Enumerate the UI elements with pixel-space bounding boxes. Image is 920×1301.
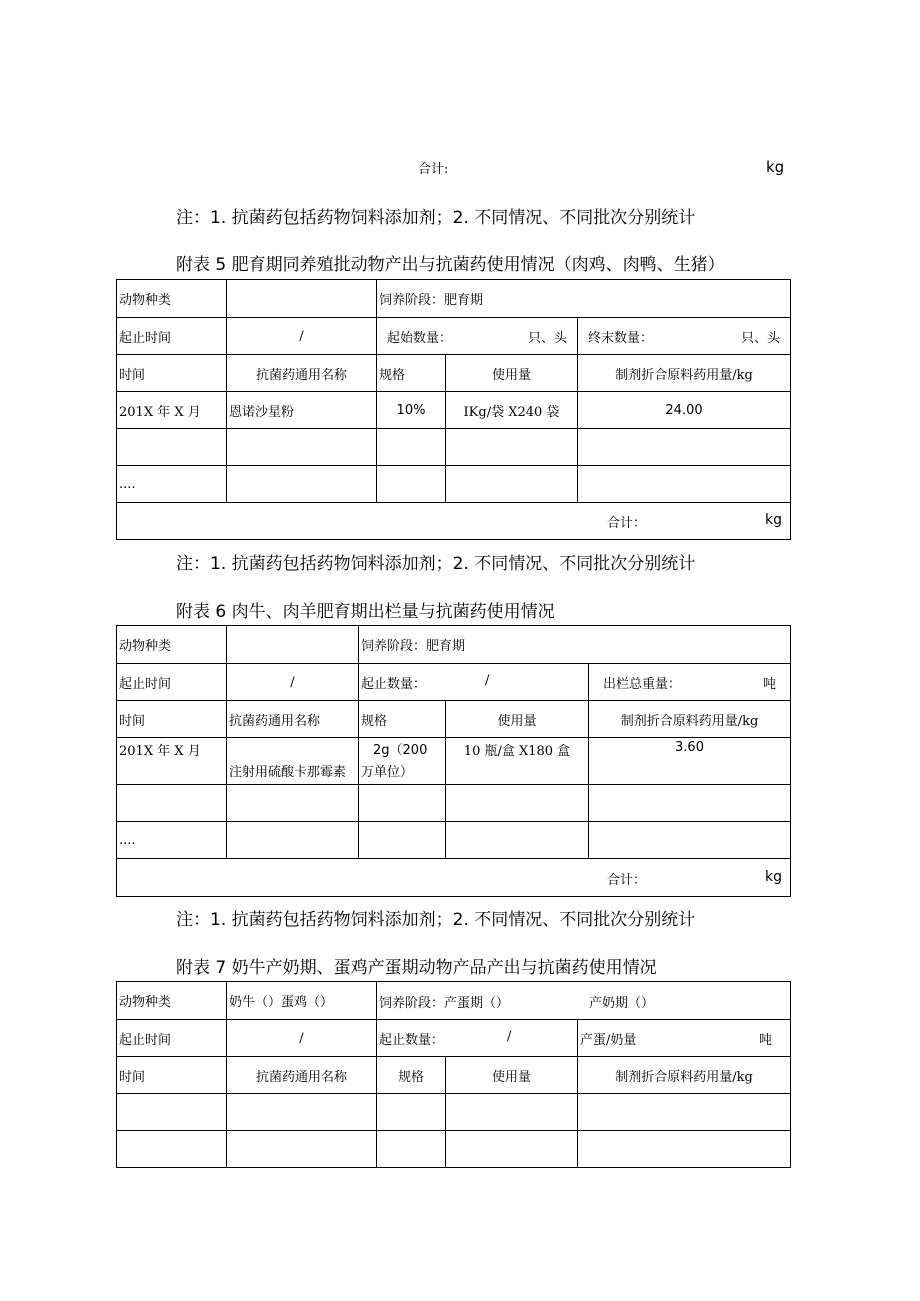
table5-start-qty <box>377 318 578 355</box>
table6-qty-label: 起止数量： <box>361 677 427 692</box>
table6-cell-spec-line1: 2g（200 <box>373 743 428 758</box>
table7 <box>116 981 791 1168</box>
table6-total-unit: kg <box>765 868 783 885</box>
table6-cell-amount: 10 瓶/盒 X180 盒 <box>446 738 589 785</box>
table5-cell-spec: 10% <box>377 392 446 429</box>
table5-cell-dosage: 24.00 <box>578 392 791 429</box>
table7-animal-label: 动物种类 <box>117 982 227 1020</box>
table7-stage-milk: 产奶期（） <box>589 995 655 1011</box>
table6-total-row <box>117 859 791 897</box>
table7-caption: 附表 7 奶牛产奶期、蛋鸡产蛋期动物产品产出与抗菌药使用情况 <box>176 958 657 978</box>
table5-row-period <box>117 318 791 355</box>
table5-row-animal <box>117 280 791 318</box>
top-total-unit: kg <box>766 158 785 176</box>
table5-start-qty-label: 起始数量： <box>387 330 453 346</box>
table5-period-label: 起止时间 <box>117 318 227 355</box>
table6-cell-time: 201X 年 X 月 <box>117 738 227 785</box>
table5-stage: 饲养阶段：肥育期 <box>377 280 791 318</box>
table6-cell-drug: 注射用硫酸卡那霉素 <box>227 738 359 785</box>
table5-end-qty <box>578 318 791 355</box>
table6-caption: 附表 6 肉牛、肉羊肥育期出栏量与抗菌药使用情况 <box>176 602 555 622</box>
table5-header-amount: 使用量 <box>446 355 578 392</box>
table6-header-spec: 规格 <box>359 701 446 738</box>
table6-animal-value <box>227 626 359 664</box>
table7-row-period <box>117 1020 791 1057</box>
table7-output-unit: 吨 <box>759 1032 773 1048</box>
note-1: 注：1. 抗菌药包括药物饲料添加剂；2. 不同情况、不同批次分别统计 <box>176 208 696 228</box>
table6-weight <box>589 664 791 701</box>
table-row <box>117 1094 791 1131</box>
table5-header-dosage: 制剂折合原料药用量/kg <box>578 355 791 392</box>
table7-animal-value: 奶牛（）蛋鸡（） <box>227 982 377 1020</box>
table7-stage <box>377 982 791 1020</box>
table6-header-amount: 使用量 <box>446 701 589 738</box>
table5-period-slash: / <box>227 318 377 355</box>
table7-header-dosage: 制剂折合原料药用量/kg <box>578 1057 791 1094</box>
table7-qty-label: 起止数量： <box>379 1033 445 1048</box>
table5-animal-label: 动物种类 <box>117 280 227 318</box>
table6-row-period <box>117 664 791 701</box>
table6-header-row <box>117 701 791 738</box>
table7-period-label: 起止时间 <box>117 1020 227 1057</box>
table5 <box>116 279 791 540</box>
note-3: 注：1. 抗菌药包括药物饲料添加剂；2. 不同情况、不同批次分别统计 <box>176 910 696 930</box>
table5-caption: 附表 5 肥育期同养殖批动物产出与抗菌药使用情况（肉鸡、肉鸭、生猪） <box>176 255 725 275</box>
table6-period-label: 起止时间 <box>117 664 227 701</box>
top-total-label: 合计: <box>418 162 449 177</box>
table6-stage: 饲养阶段：肥育期 <box>359 626 791 664</box>
table6-animal-label: 动物种类 <box>117 626 227 664</box>
table7-row-animal <box>117 982 791 1020</box>
table7-stage-egg: 饲养阶段：产蛋期（） <box>379 995 510 1011</box>
table6-row-animal <box>117 626 791 664</box>
table5-cell-amount: IKg/袋 X240 袋 <box>446 392 578 429</box>
table7-output-label: 产蛋/奶量 <box>580 1032 637 1048</box>
table6 <box>116 625 791 897</box>
table5-header-row <box>117 355 791 392</box>
table-row <box>117 738 791 785</box>
table-row <box>117 785 791 822</box>
table7-output <box>578 1020 791 1057</box>
table6-qty <box>359 664 589 701</box>
table5-total-unit: kg <box>765 512 783 528</box>
table5-end-qty-label: 终末数量： <box>588 330 654 346</box>
table6-cell-spec-line2: 万单位） <box>361 765 414 780</box>
table5-cell-time: 201X 年 X 月 <box>117 392 227 429</box>
table-row <box>117 822 791 859</box>
table5-end-qty-unit: 只、头 <box>741 330 781 346</box>
table6-qty-slash: / <box>485 673 490 688</box>
table5-total-label: 合计： <box>607 516 647 531</box>
table6-header-dosage: 制剂折合原料药用量/kg <box>589 701 791 738</box>
table5-header-drug: 抗菌药通用名称 <box>227 355 377 392</box>
table7-header-time: 时间 <box>117 1057 227 1094</box>
table6-header-drug: 抗菌药通用名称 <box>227 701 359 738</box>
table-row <box>117 1131 791 1168</box>
table7-header-spec: 规格 <box>377 1057 446 1094</box>
table7-header-amount: 使用量 <box>446 1057 578 1094</box>
table6-total-label: 合计： <box>607 872 647 888</box>
table6-period-slash: / <box>227 664 359 701</box>
table6-weight-label: 出栏总重量： <box>603 676 682 692</box>
table5-total-row <box>117 503 791 540</box>
table-row <box>117 466 791 503</box>
table6-weight-unit: 吨 <box>763 676 777 692</box>
note-2: 注：1. 抗菌药包括药物饲料添加剂；2. 不同情况、不同批次分别统计 <box>176 554 696 574</box>
table6-header-time: 时间 <box>117 701 227 738</box>
table7-period-slash: / <box>227 1020 377 1057</box>
table6-cell-spec <box>359 738 446 785</box>
table-row <box>117 392 791 429</box>
table5-ellipsis: .... <box>117 466 227 503</box>
table6-cell-dosage: 3.60 <box>589 738 791 785</box>
table7-qty-slash: / <box>507 1029 512 1044</box>
table5-header-spec: 规格 <box>377 355 446 392</box>
table5-cell-drug: 恩诺沙星粉 <box>227 392 377 429</box>
table-row <box>117 429 791 466</box>
table5-start-qty-unit: 只、头 <box>527 330 567 346</box>
table5-animal-value <box>227 280 377 318</box>
table5-header-time: 时间 <box>117 355 227 392</box>
table7-header-drug: 抗菌药通用名称 <box>227 1057 377 1094</box>
table7-header-row <box>117 1057 791 1094</box>
table6-ellipsis: .... <box>117 822 227 859</box>
table7-qty <box>377 1020 578 1057</box>
